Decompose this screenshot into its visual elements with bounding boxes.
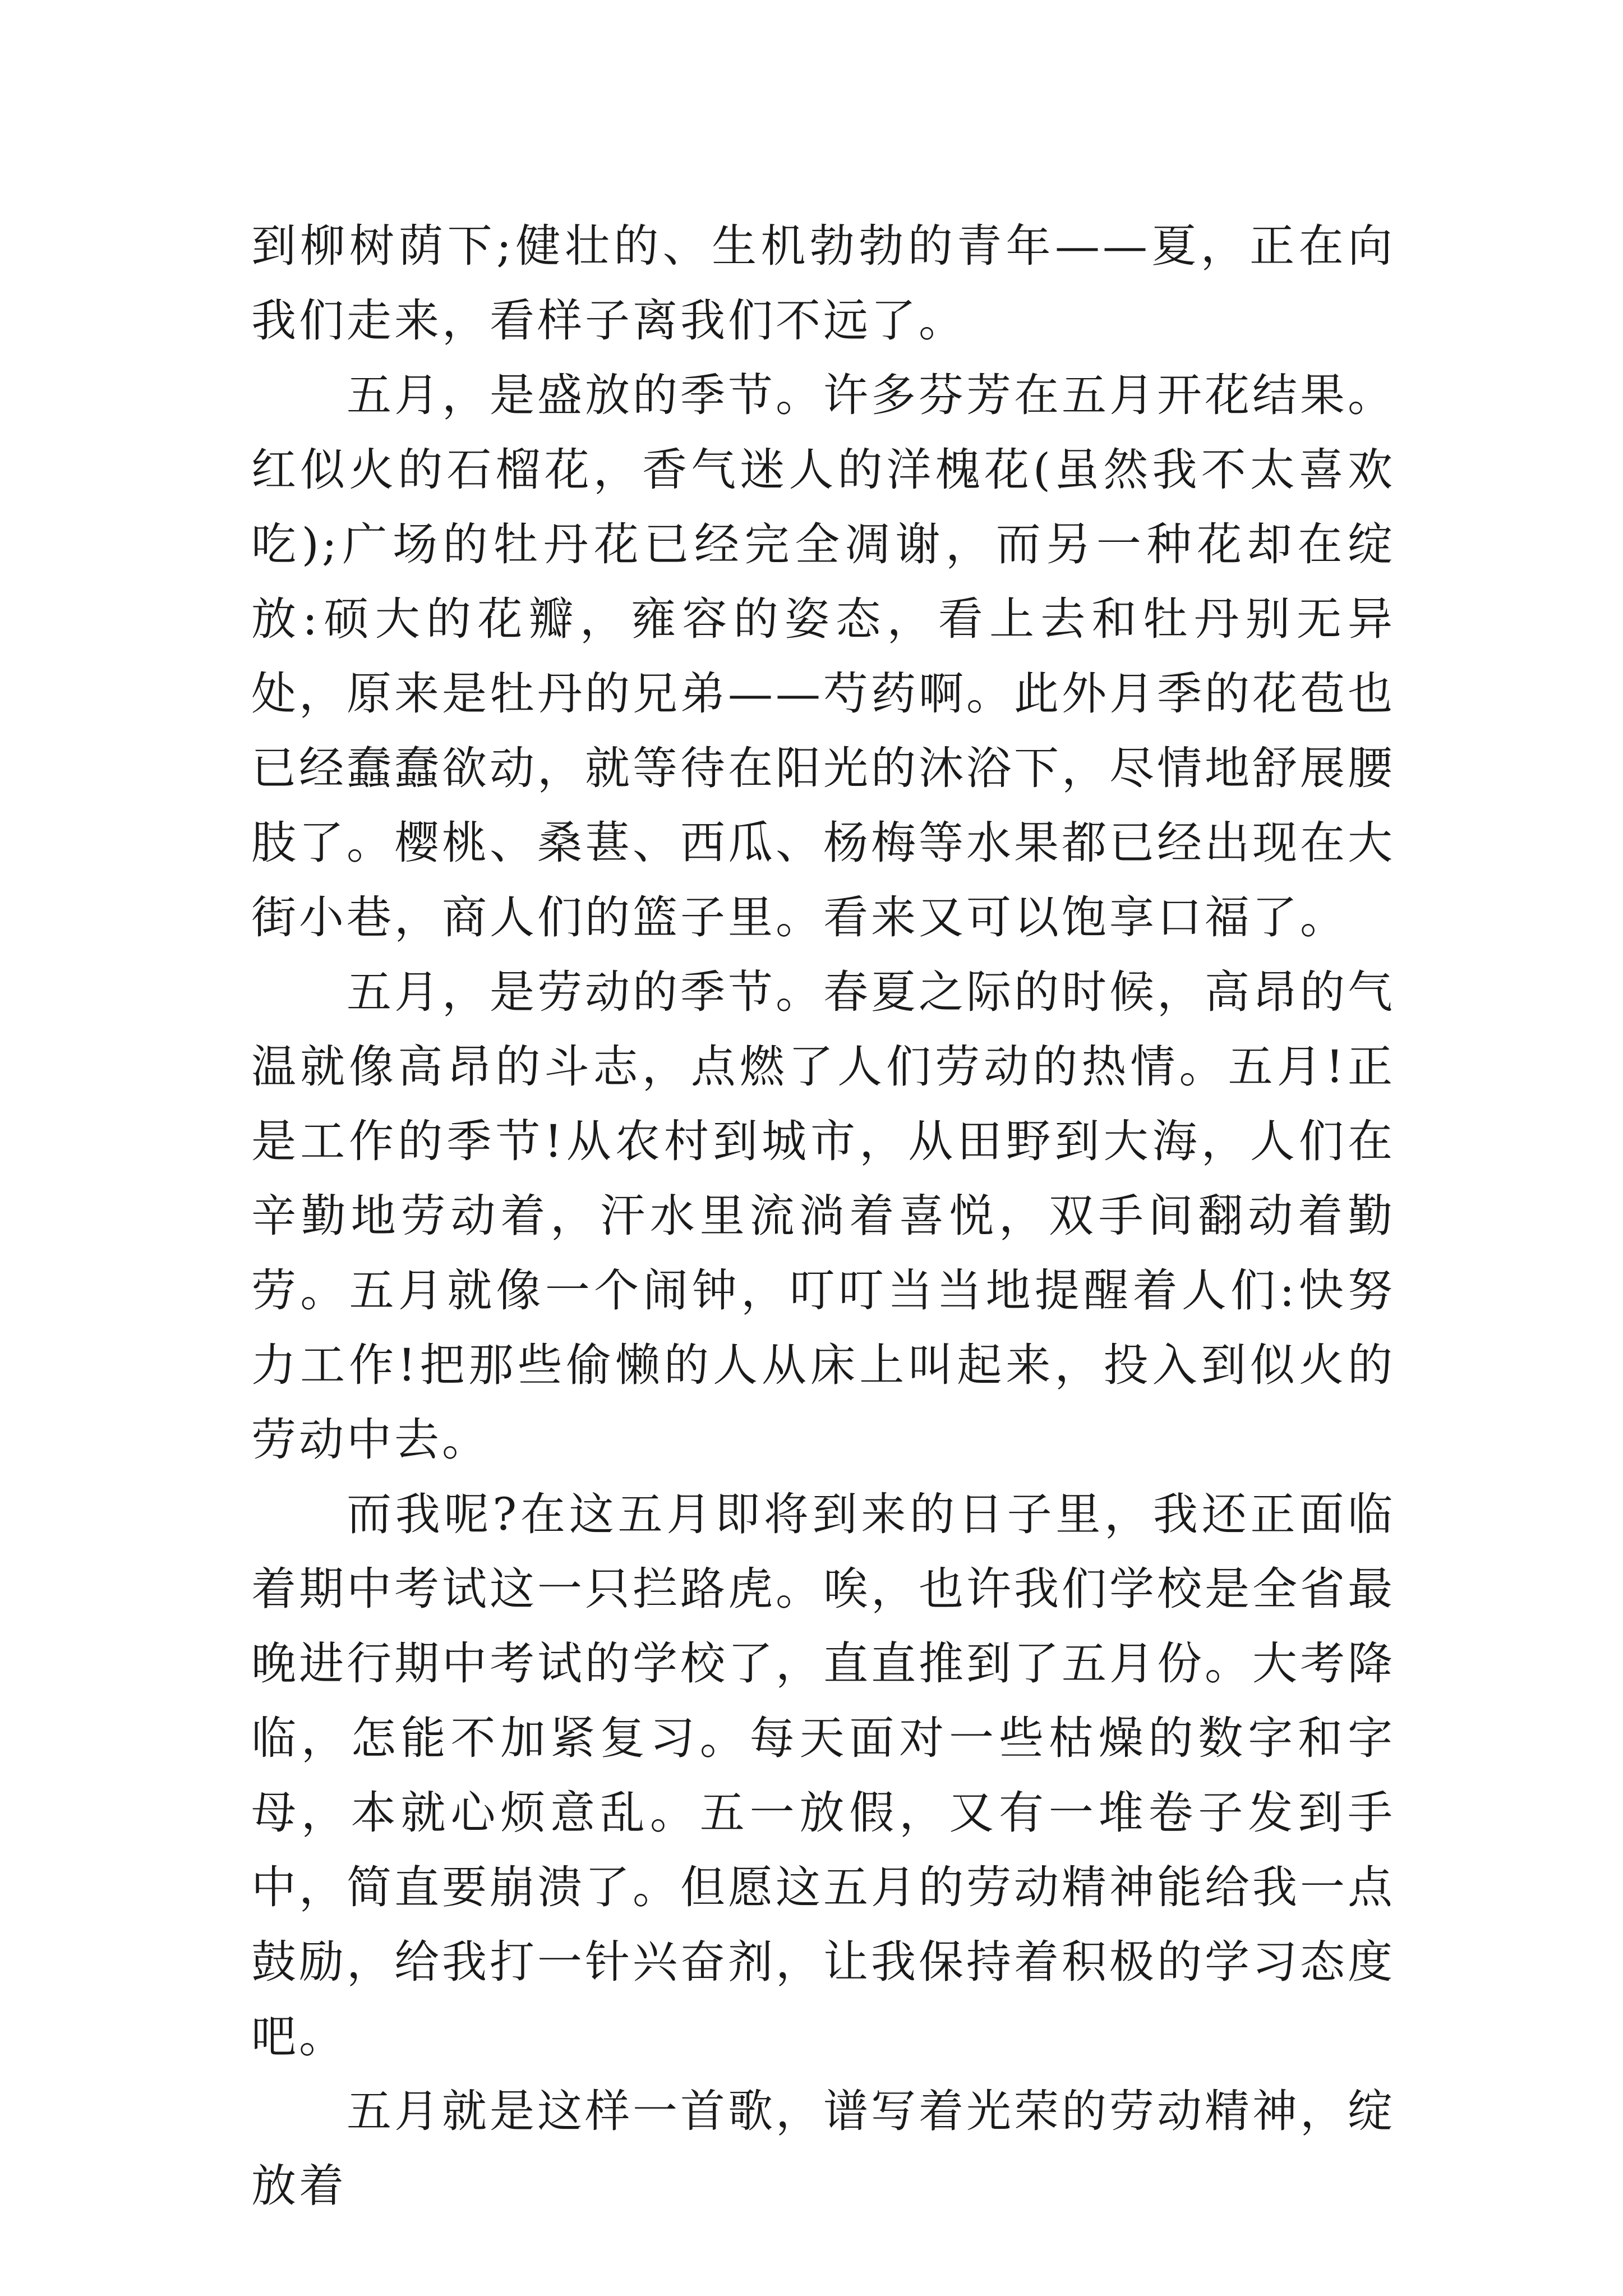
paragraph-1: 到柳树荫下;健壮的、生机勃勃的青年——夏，正在向我们走来，看样子离我们不远了。 [251,220,1395,347]
paragraph-3: 五月，是劳动的季节。春夏之际的时候，高昂的气温就像高昂的斗志，点燃了人们劳动的热情。五月!正是工作的季节!从农村到城市，从田野到大海，人们在辛勤地劳动着，汗水里流淌着喜悦，双手间翻动着勤劳。五月就像一个闹钟，叮叮当当地提醒着人们:快努力工作!把那些偷懒的人从床上叫起来，投入到似火的劳动中去。 [251,966,1395,1466]
document-page [251,209,1395,2223]
paragraph-2: 五月，是盛放的季节。许多芬芳在五月开花结果。红似火的石榴花，香气迷人的洋槐花(虽然我不太喜欢吃);广场的牡丹花已经完全凋谢，而另一种花却在绽放:硕大的花瓣，雍容的姿态，看上去和牡丹别无异处，原来是牡丹的兄弟——芍药啊。此外月季的花苞也已经蠢蠢欲动，就等待在阳光的沐浴下，尽情地舒展腰肢了。樱桃、桑葚、西瓜、杨梅等水果都已经出现在大街小巷，商人们的篮子里。看来又可以饱享口福了。 [251,369,1395,944]
paragraph-5: 五月就是这样一首歌，谱写着光荣的劳动精神，绽放着 [251,2085,1395,2212]
paragraph-4: 而我呢?在这五月即将到来的日子里，我还正面临着期中考试这一只拦路虎。唉，也许我们学校是全省最晚进行期中考试的学校了，直直推到了五月份。大考降临，怎能不加紧复习。每天面对一些枯燥的数字和字母，本就心烦意乱。五一放假，又有一堆卷子发到手中，简直要崩溃了。但愿这五月的劳动精神能给我一点鼓励，给我打一针兴奋剂，让我保持着积极的学习态度吧。 [251,1488,1395,2063]
